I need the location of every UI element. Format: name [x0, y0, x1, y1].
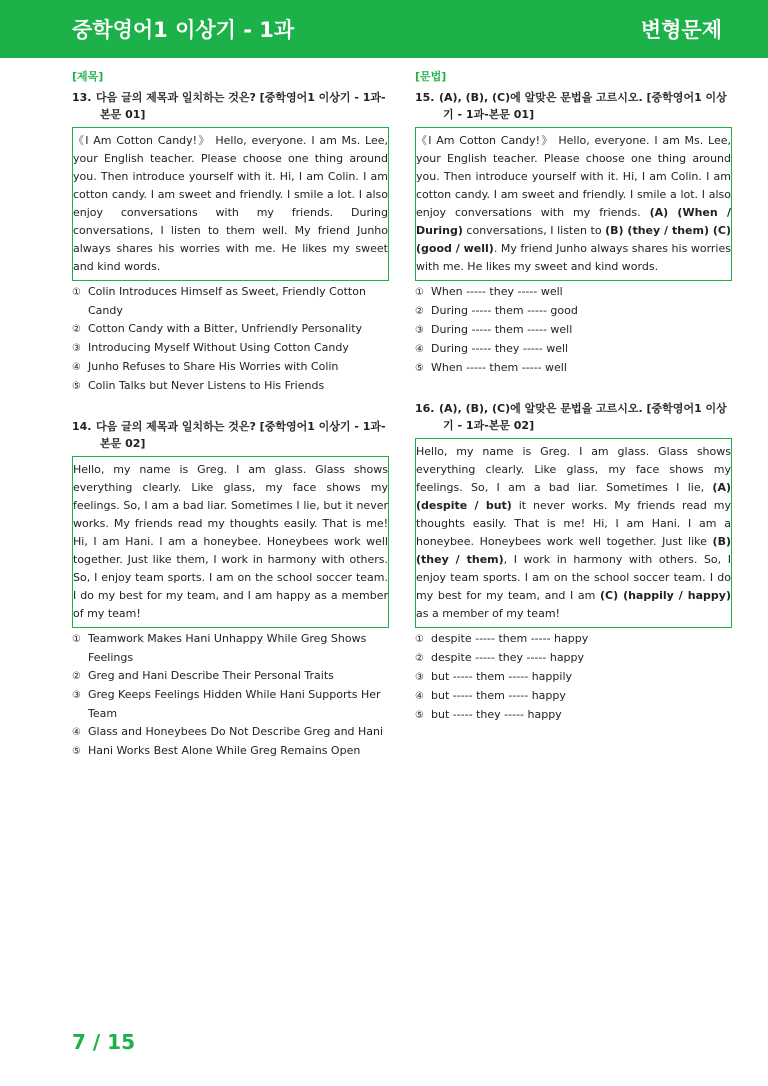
- question-text: 다음 글의 제목과 일치하는 것은? [중학영어1 이상기 - 1과-본문 02]: [96, 420, 386, 450]
- passage-text: [416, 443, 731, 623]
- option-4[interactable]: [415, 687, 732, 706]
- option-text: Junho Refuses to Share His Worries with Colin: [88, 360, 339, 373]
- options-list: [72, 283, 389, 396]
- passage-box: [415, 438, 732, 628]
- option-text: Greg Keeps Feelings Hidden While Hani Supports Her Team: [88, 688, 381, 720]
- option-4[interactable]: [72, 358, 389, 377]
- question-16: [415, 400, 732, 434]
- option-text: but ----- they ----- happy: [431, 708, 562, 721]
- blank-b: (B) (they / them): [416, 535, 731, 566]
- passage-segment: , I work in harmony with others. So, I enjoy team sports. I am on the school soccer team. I do my best for my team, and I am: [416, 553, 731, 602]
- option-text: During ----- them ----- good: [431, 304, 578, 317]
- question-number: 13.: [72, 91, 92, 104]
- option-5[interactable]: [415, 706, 732, 725]
- blank-a: (A) (When / During): [416, 206, 731, 237]
- passage-box: [415, 127, 732, 281]
- option-mark: ①: [72, 634, 81, 645]
- question-text: (A), (B), (C)에 알맞은 문법을 고르시오. [중학영어1 이상기 - 1과-본문 01]: [439, 91, 727, 121]
- option-2[interactable]: [72, 320, 389, 339]
- option-1[interactable]: [72, 283, 389, 320]
- passage-box: [72, 127, 389, 281]
- passage-text: Hello, my name is Greg. I am glass. Glass shows everything clearly. Like glass, my face shows my feelings. So, I am a bad liar. Sometimes I lie, but it never works. My friends read my thoughts easily. That is me! Hi, I am Hani. I am a honeybee. Honeybees work well together. Just like them, I work in harmony with others. So, I enjoy team sports. I am on the school soccer team. I do my best for my team, and I am happy as a member of my team!: [73, 463, 388, 620]
- option-1[interactable]: [415, 630, 732, 649]
- option-1[interactable]: [72, 630, 389, 667]
- section-label: 변형문제: [640, 18, 722, 42]
- passage-box: [72, 456, 389, 628]
- question-13: [72, 89, 389, 123]
- option-mark: ⑤: [72, 381, 81, 392]
- passage-segment: conversations, I listen to: [462, 224, 606, 237]
- option-5[interactable]: [415, 359, 732, 378]
- page-number: 7 / 15: [72, 1030, 135, 1054]
- option-text: When ----- them ----- well: [431, 361, 567, 374]
- question-number: 16.: [415, 402, 435, 415]
- option-mark: ⑤: [415, 363, 424, 374]
- option-text: Hani Works Best Alone While Greg Remains Open: [88, 744, 361, 757]
- passage-segment: it never works. My friends read my thoughts easily. That is me! Hi, I am Hani. I am a honeybee. Honeybees work well together. Just like: [416, 499, 731, 548]
- option-text: despite ----- they ----- happy: [431, 651, 585, 664]
- option-text: but ----- them ----- happily: [431, 670, 573, 683]
- option-4[interactable]: [415, 340, 732, 359]
- option-mark: ④: [415, 691, 424, 702]
- option-text: Introducing Myself Without Using Cotton Candy: [88, 341, 349, 354]
- question-15: [415, 89, 732, 123]
- option-text: Teamwork Makes Hani Unhappy While Greg Shows Feelings: [88, 632, 367, 664]
- option-3[interactable]: [72, 686, 389, 723]
- blank-a: (A) (despite / but): [416, 481, 731, 512]
- option-5[interactable]: [72, 377, 389, 396]
- option-text: Colin Introduces Himself as Sweet, Friendly Cotton Candy: [88, 285, 366, 317]
- option-mark: ②: [415, 653, 424, 664]
- passage-segment: Hello, my name is Greg. I am glass. Glass shows everything clearly. Like glass, my face shows my feelings. So, I am a bad liar. Sometimes I lie,: [416, 445, 731, 494]
- option-3[interactable]: [72, 339, 389, 358]
- option-2[interactable]: [415, 649, 732, 668]
- page-header: [0, 0, 768, 58]
- passage-segment: as a member of my team!: [416, 607, 560, 620]
- option-mark: ④: [72, 362, 81, 373]
- option-3[interactable]: [415, 321, 732, 340]
- question-text: 다음 글의 제목과 일치하는 것은? [중학영어1 이상기 - 1과-본문 01]: [96, 91, 386, 121]
- option-mark: ②: [72, 671, 81, 682]
- option-text: despite ----- them ----- happy: [431, 632, 589, 645]
- option-text: Cotton Candy with a Bitter, Unfriendly Personality: [88, 322, 363, 335]
- option-mark: ①: [415, 634, 424, 645]
- options-list: [415, 283, 732, 378]
- options-list: [415, 630, 732, 725]
- option-mark: ⑤: [72, 746, 81, 757]
- question-text: (A), (B), (C)에 알맞은 문법을 고르시오. [중학영어1 이상기 - 1과-본문 02]: [439, 402, 727, 432]
- option-mark: ③: [72, 690, 81, 701]
- option-mark: ③: [72, 343, 81, 354]
- option-4[interactable]: [72, 723, 389, 742]
- option-text: Glass and Honeybees Do Not Describe Greg and Hani: [88, 725, 384, 738]
- option-mark: ②: [72, 324, 81, 335]
- passage-segment: 《I Am Cotton Candy!》 Hello, everyone. I am Ms. Lee, your English teacher. Please choose one thing around you. Then introduce yourself with it. Hi, I am Colin. I am cotton candy. I am sweet and friendly. I smile a lot. I also enjoy conversations with my friends.: [416, 134, 731, 219]
- option-mark: ③: [415, 325, 424, 336]
- option-text: Greg and Hani Describe Their Personal Traits: [88, 669, 334, 682]
- category-tag: [제목]: [72, 70, 104, 83]
- option-text: During ----- they ----- well: [431, 342, 569, 355]
- passage-segment: . My friend Junho always shares his worries with me. He likes my sweet and kind words.: [416, 242, 731, 273]
- left-column: [72, 68, 389, 761]
- option-text: When ----- they ----- well: [431, 285, 563, 298]
- option-text: Colin Talks but Never Listens to His Friends: [88, 379, 325, 392]
- option-mark: ④: [72, 727, 81, 738]
- option-1[interactable]: [415, 283, 732, 302]
- option-mark: ②: [415, 306, 424, 317]
- page-title: 중학영어1 이상기 - 1과: [72, 18, 295, 42]
- option-2[interactable]: [72, 667, 389, 686]
- option-mark: ①: [72, 287, 81, 298]
- option-mark: ③: [415, 672, 424, 683]
- question-14: [72, 418, 389, 452]
- option-mark: ④: [415, 344, 424, 355]
- blank-b-c: (B) (they / them) (C) (good / well): [416, 224, 731, 255]
- options-list: [72, 630, 389, 761]
- blank-c: (C) (happily / happy): [599, 589, 731, 602]
- passage-text: [416, 132, 731, 276]
- option-3[interactable]: [415, 668, 732, 687]
- option-2[interactable]: [415, 302, 732, 321]
- option-text: During ----- them ----- well: [431, 323, 573, 336]
- question-number: 14.: [72, 420, 92, 433]
- option-mark: ①: [415, 287, 424, 298]
- option-5[interactable]: [72, 742, 389, 761]
- right-column: [415, 68, 732, 725]
- category-tag: [문법]: [415, 70, 447, 83]
- passage-text: 《I Am Cotton Candy!》 Hello, everyone. I am Ms. Lee, your English teacher. Please choose one thing around you. Then introduce yourself with it. Hi, I am Colin. I am cotton candy. I am sweet and friendly. I smile a lot. I also enjoy conversations with my friends. During conversations, I listen to them well. My friend Junho always shares his worries with me. He likes my sweet and kind words.: [73, 134, 388, 273]
- option-mark: ⑤: [415, 710, 424, 721]
- question-number: 15.: [415, 91, 435, 104]
- option-text: but ----- them ----- happy: [431, 689, 566, 702]
